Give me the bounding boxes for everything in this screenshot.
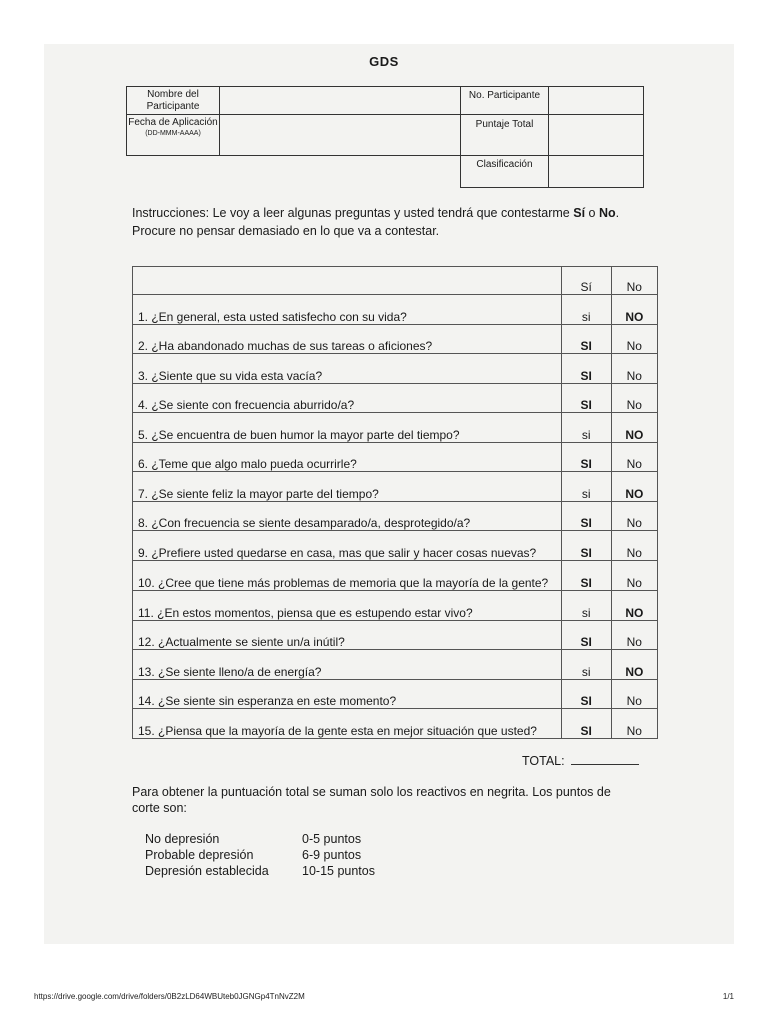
answer-no[interactable]: No (611, 679, 657, 709)
scoring-note: Para obtener la puntuación total se suman solo los reactivos en negrita. Los puntos de corte son: (132, 785, 611, 815)
instructions-text-1: Instrucciones: Le voy a leer algunas preguntas y usted tendrá que contestarme (132, 206, 574, 220)
question-text: 14. ¿Se siente sin esperanza en este momento? (133, 679, 562, 709)
no-participante-label-cell (460, 86, 549, 115)
header-blank-cell (133, 267, 562, 295)
answer-no[interactable]: No (611, 383, 657, 413)
participant-header-table (126, 86, 644, 188)
fecha-label-cell (126, 114, 220, 156)
cutoff-item (145, 831, 375, 847)
table-header-row (133, 267, 658, 295)
question-row (133, 354, 658, 384)
total-row (522, 754, 639, 768)
question-text: 2. ¿Ha abandonado muchas de sus tareas o aficiones? (133, 324, 562, 354)
column-header-si: Sí (561, 267, 611, 295)
puntaje-label: Puntaje Total (475, 119, 534, 130)
question-row (133, 472, 658, 502)
instructions-text-2: o (585, 206, 599, 220)
answer-si[interactable]: si (561, 591, 611, 621)
cutoff-range: 6-9 puntos (302, 848, 362, 862)
question-row (133, 295, 658, 325)
answer-no[interactable]: No (611, 531, 657, 561)
footer-url: https://drive.google.com/drive/folders/0B2zLD64WBUteb0JGNGp4TnNvZ2M (34, 992, 305, 1001)
total-blank-line[interactable] (571, 754, 639, 765)
answer-si[interactable]: si (561, 472, 611, 502)
answer-si[interactable]: SI (561, 561, 611, 591)
question-text: 12. ¿Actualmente se siente un/a inútil? (133, 620, 562, 650)
question-row (133, 679, 658, 709)
fecha-format: (DD-MMM-AAAA) (145, 130, 201, 137)
answer-no[interactable]: No (611, 709, 657, 739)
answer-si[interactable]: SI (561, 679, 611, 709)
question-text: 8. ¿Con frecuencia se siente desamparado/a, desprotegido/a? (133, 501, 562, 531)
answer-no[interactable]: No (611, 620, 657, 650)
question-text: 4. ¿Se siente con frecuencia aburrido/a? (133, 383, 562, 413)
question-row (133, 531, 658, 561)
question-row (133, 561, 658, 591)
question-text: 13. ¿Se siente lleno/a de energía? (133, 650, 562, 680)
answer-si[interactable]: si (561, 650, 611, 680)
clasificacion-label: Clasificación (476, 159, 533, 170)
question-text: 3. ¿Siente que su vida esta vacía? (133, 354, 562, 384)
nombre-field[interactable] (219, 86, 461, 115)
nombre-label-cell (126, 86, 220, 115)
answer-si[interactable]: SI (561, 383, 611, 413)
clasificacion-field[interactable] (548, 155, 644, 188)
answer-no[interactable]: No (611, 442, 657, 472)
fecha-field[interactable] (219, 114, 461, 156)
question-row (133, 709, 658, 739)
instructions-no: No (598, 206, 616, 220)
answer-no[interactable]: No (611, 561, 657, 591)
question-text: 15. ¿Piensa que la mayoría de la gente esta en mejor situación que usted? (133, 709, 562, 739)
answer-si[interactable]: si (561, 413, 611, 443)
cutoff-label: Probable depresión (145, 848, 254, 862)
answer-si[interactable]: SI (561, 442, 611, 472)
answer-si[interactable]: SI (561, 354, 611, 384)
total-label: TOTAL: (522, 754, 565, 768)
answer-no[interactable]: NO (611, 650, 657, 680)
cutoff-list (145, 831, 375, 879)
question-text: 10. ¿Cree que tiene más problemas de memoria que la mayoría de la gente? (133, 561, 562, 591)
answer-no[interactable]: NO (611, 591, 657, 621)
question-row (133, 591, 658, 621)
answer-si[interactable]: SI (561, 531, 611, 561)
answer-no[interactable]: NO (611, 295, 657, 325)
answer-si[interactable]: si (561, 295, 611, 325)
cutoff-label: Depresión establecida (145, 864, 269, 878)
question-row (133, 413, 658, 443)
answer-no[interactable]: NO (611, 413, 657, 443)
question-row (133, 442, 658, 472)
cutoff-item (145, 847, 375, 863)
cutoff-range: 0-5 puntos (302, 832, 362, 846)
answer-no[interactable]: No (611, 501, 657, 531)
question-row (133, 324, 658, 354)
answer-no[interactable]: No (611, 354, 657, 384)
cutoff-item (145, 863, 375, 879)
cutoff-range: 10-15 puntos (302, 864, 375, 878)
question-text: 9. ¿Prefiere usted quedarse en casa, mas que salir y hacer cosas nuevas? (133, 531, 562, 561)
print-footer (34, 992, 734, 1001)
no-participante-field[interactable] (548, 86, 644, 115)
puntaje-field[interactable] (548, 114, 644, 156)
footer-page-number: 1/1 (722, 992, 734, 1001)
no-participante-label: No. Participante (468, 90, 541, 101)
questions-table (132, 266, 658, 739)
question-row (133, 383, 658, 413)
question-row (133, 650, 658, 680)
question-text: 6. ¿Teme que algo malo pueda ocurrirle? (133, 442, 562, 472)
answer-si[interactable]: SI (561, 501, 611, 531)
column-header-no: No (611, 267, 657, 295)
puntaje-label-cell (460, 114, 549, 156)
answer-no[interactable]: No (611, 324, 657, 354)
question-row (133, 620, 658, 650)
instructions-si: Sí (573, 206, 586, 220)
clasificacion-label-cell (460, 155, 549, 188)
answer-si[interactable]: SI (561, 324, 611, 354)
instructions-text-3: . Procure no pensar demasiado en lo que va a contestar. (132, 206, 620, 238)
question-text: 7. ¿Se siente feliz la mayor parte del tiempo? (133, 472, 562, 502)
instructions (132, 204, 632, 240)
question-text: 5. ¿Se encuentra de buen humor la mayor parte del tiempo? (133, 413, 562, 443)
answer-si[interactable]: SI (561, 709, 611, 739)
cutoff-label: No depresión (145, 832, 220, 846)
question-text: 11. ¿En estos momentos, piensa que es estupendo estar vivo? (133, 591, 562, 621)
answer-si[interactable]: SI (561, 620, 611, 650)
page-title: GDS (369, 54, 399, 69)
question-row (133, 501, 658, 531)
answer-no[interactable]: NO (611, 472, 657, 502)
fecha-label: Fecha de Aplicación (128, 117, 218, 128)
question-text: 1. ¿En general, esta usted satisfecho con su vida? (133, 295, 562, 325)
nombre-label: Nombre del Participante (146, 89, 200, 112)
